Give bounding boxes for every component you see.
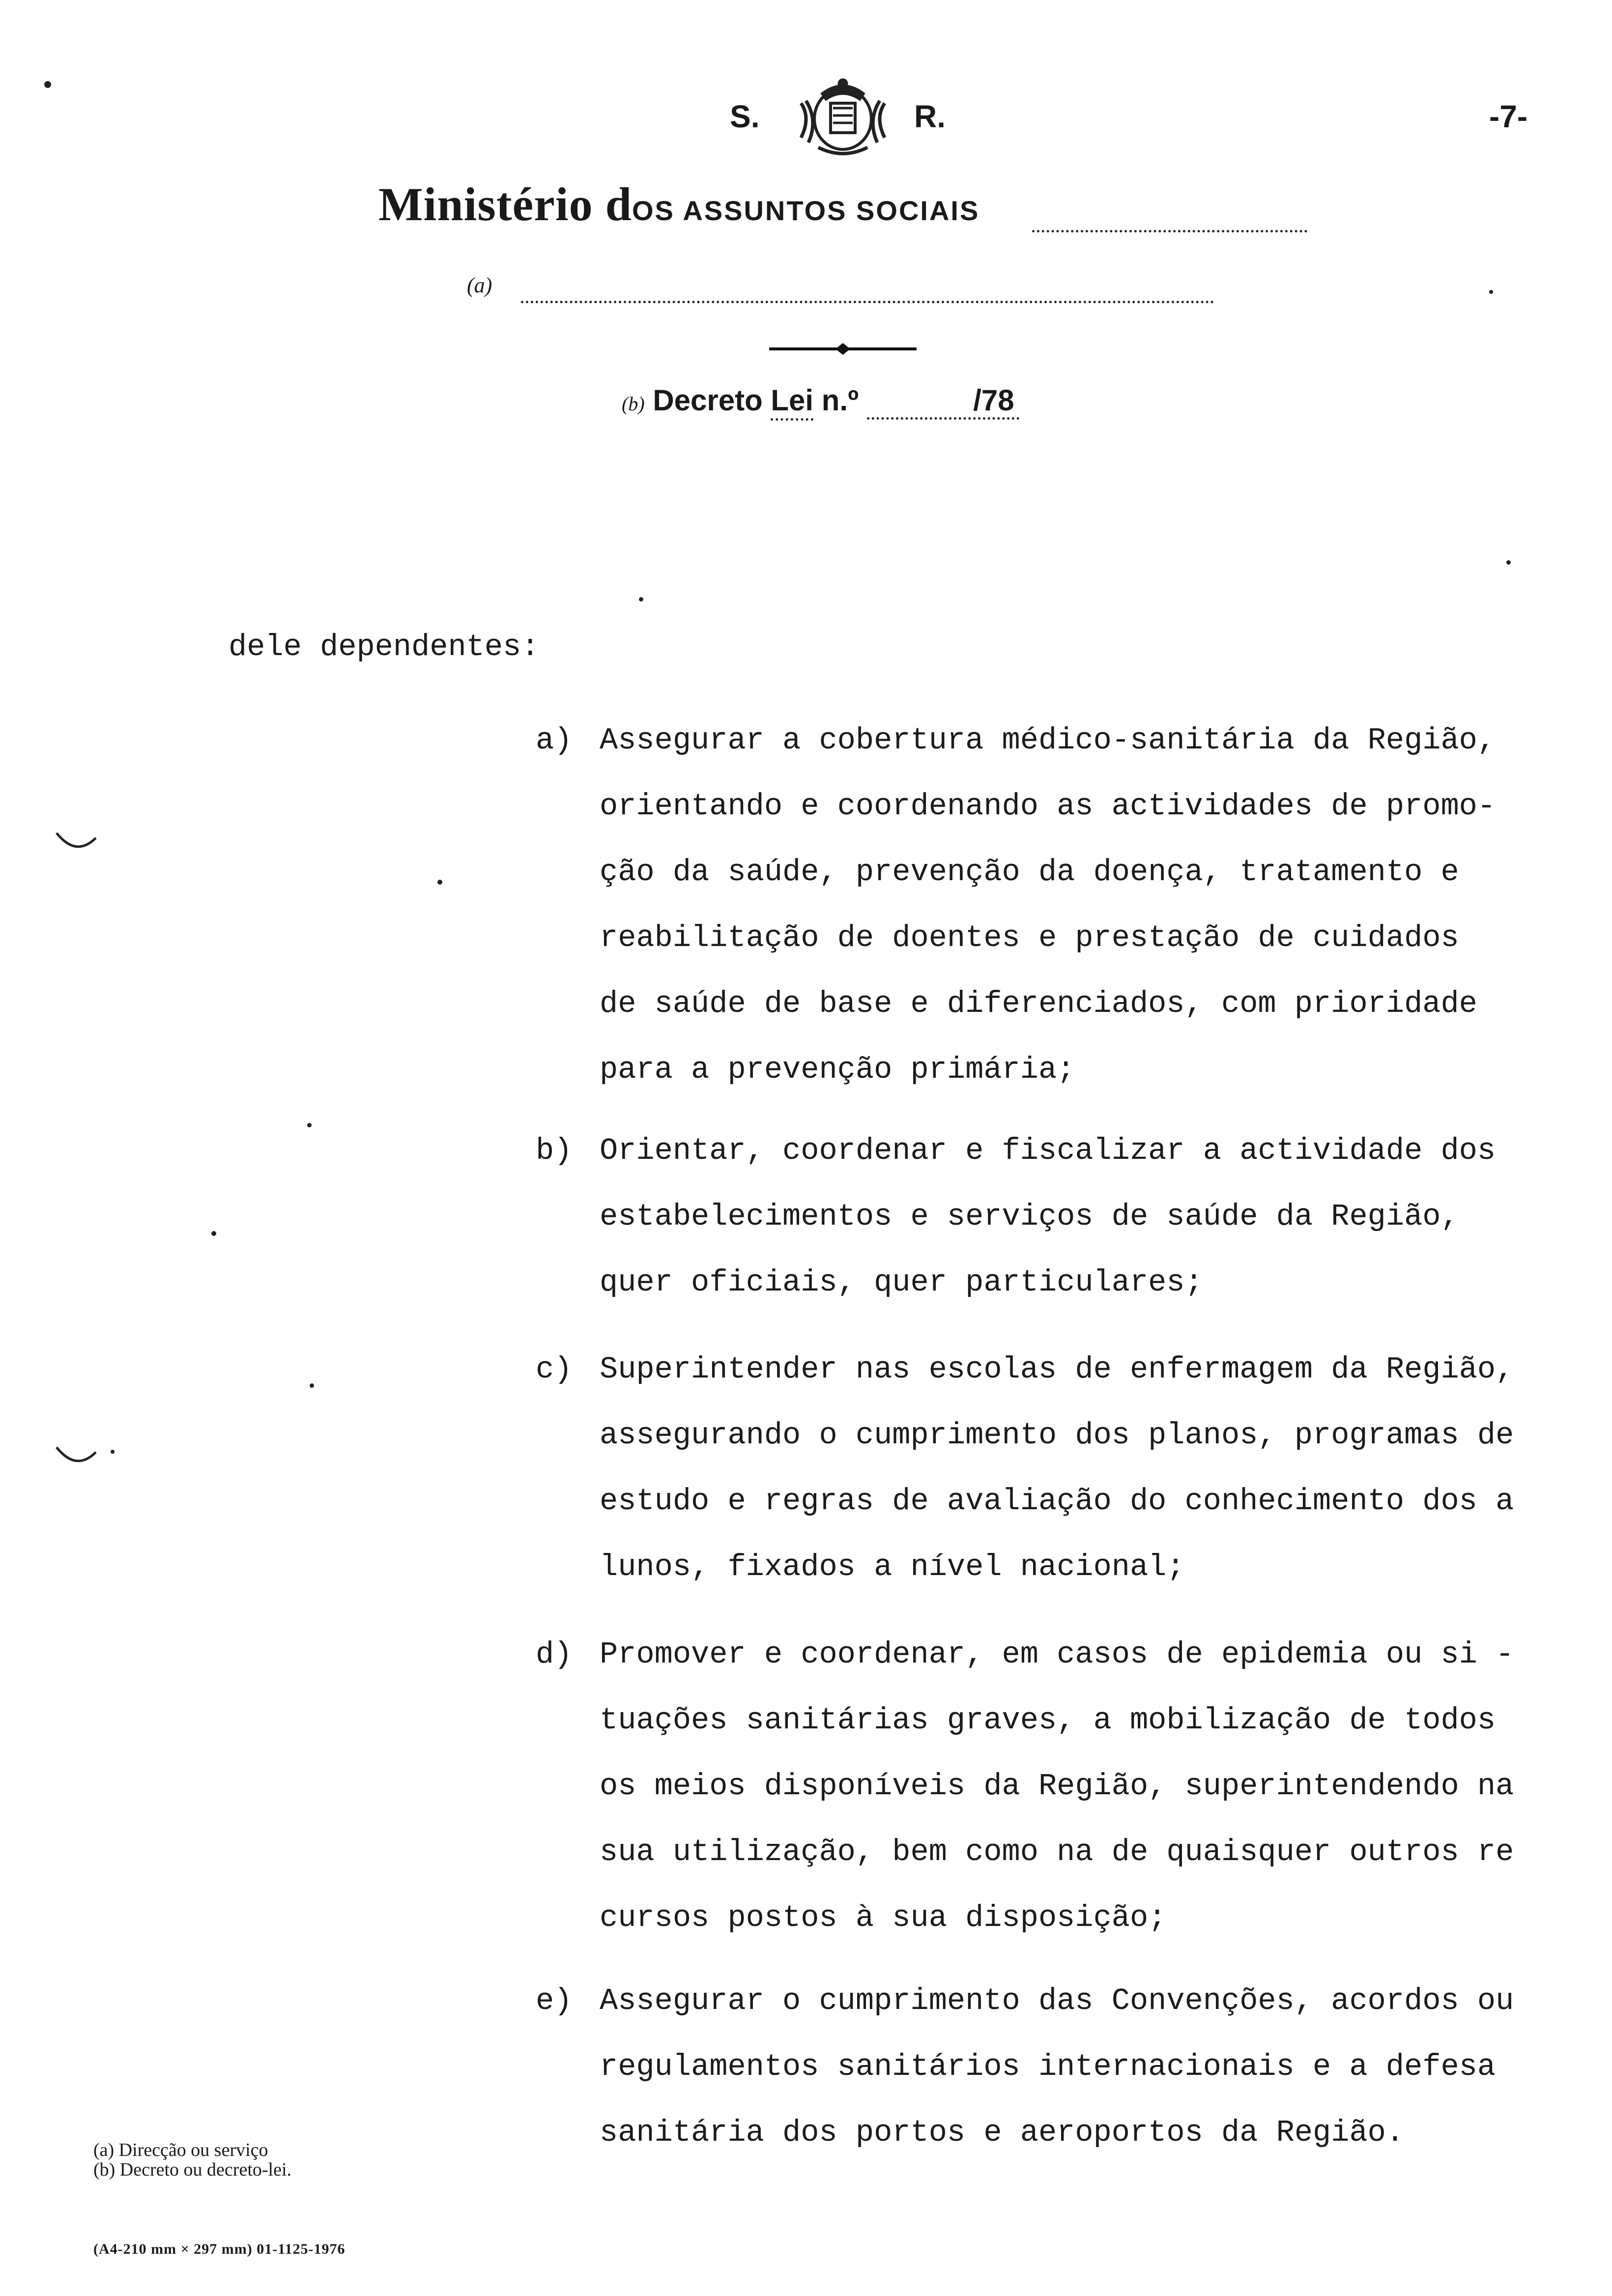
- scan-speck: [310, 1383, 314, 1388]
- text-line: Superintender nas escolas de enfermagem da Região,: [600, 1352, 1514, 1387]
- text-line: assegurando o cumprimento dos planos, programas de: [600, 1418, 1514, 1453]
- divider-ornament: [769, 339, 917, 359]
- scan-speck: [307, 1123, 312, 1127]
- decree-number: /78: [867, 383, 1019, 420]
- ministry-prefix: Ministério d: [378, 178, 632, 230]
- intro-text: dele dependentes:: [229, 630, 540, 664]
- list-item-content: [600, 1622, 1514, 1951]
- text-line: Assegurar o cumprimento das Convenções, acordos ou: [600, 1983, 1514, 2018]
- scan-speck: [211, 1231, 216, 1236]
- ministry-dotted-fill: [1032, 230, 1307, 232]
- text-line: reabilitação de doentes e prestação de cuidados: [600, 920, 1459, 955]
- scan-mark: [54, 831, 98, 855]
- list-item-letter: b): [536, 1133, 573, 1168]
- scan-speck: [1489, 290, 1493, 294]
- list-item-content: [600, 1118, 1496, 1316]
- text-line: sanitária dos portos e aeroportos da Região.: [600, 2115, 1405, 2150]
- text-line: Assegurar a cobertura médico-sanitária da Região,: [600, 723, 1496, 758]
- ministry-name: OS ASSUNTOS SOCIAIS: [632, 195, 980, 226]
- scan-speck: [1506, 560, 1511, 565]
- list-item-letter: a): [536, 723, 573, 758]
- letterhead-r: R.: [914, 99, 946, 134]
- scan-speck: [437, 880, 442, 885]
- decree-lei: Lei: [771, 386, 813, 421]
- direction-dotted-field: [521, 301, 1214, 303]
- decree-word: Decreto: [653, 384, 763, 417]
- text-line: Promover e coordenar, em casos de epidemia ou si -: [600, 1637, 1514, 1672]
- letterhead-s: S.: [730, 99, 760, 134]
- text-line: orientando e coordenando as actividades de promo-: [600, 789, 1496, 824]
- list-item-content: [600, 1968, 1514, 2166]
- ministry-line: [378, 177, 1312, 241]
- decree-no-label: n.º: [821, 384, 859, 417]
- list-item-letter: c): [536, 1352, 573, 1387]
- text-line: quer oficiais, quer particulares;: [600, 1265, 1203, 1300]
- text-line: cursos postos à sua disposição;: [600, 1900, 1167, 1935]
- list-item-content: [600, 1337, 1514, 1600]
- text-line: os meios disponíveis da Região, superintendendo na: [600, 1769, 1514, 1804]
- scan-speck: [44, 81, 51, 88]
- scan-speck: [639, 597, 643, 602]
- text-line: lunos, fixados a nível nacional;: [600, 1550, 1185, 1584]
- footnote-a: (a) Direcção ou serviço: [93, 2140, 268, 2160]
- direction-label: (a): [467, 273, 492, 297]
- text-line: sua utilização, bem como na de quaisquer outros re: [600, 1835, 1514, 1869]
- decree-ref-mark: (b): [622, 393, 645, 415]
- list-item-letter: e): [536, 1983, 573, 2018]
- text-line: Orientar, coordenar e fiscalizar a actividade dos: [600, 1133, 1496, 1168]
- scan-mark: [54, 1445, 98, 1469]
- text-line: estabelecimentos e serviços de saúde da Região,: [600, 1199, 1459, 1234]
- text-line: de saúde de base e diferenciados, com prioridade: [600, 986, 1477, 1021]
- footnote-b: (b) Decreto ou decreto-lei.: [93, 2159, 292, 2180]
- text-line: para a prevenção primária;: [600, 1052, 1075, 1087]
- text-line: tuações sanitárias graves, a mobilização de todos: [600, 1703, 1496, 1738]
- scan-speck: [111, 1450, 115, 1454]
- text-line: ção da saúde, prevenção da doença, tratamento e: [600, 855, 1459, 890]
- text-line: estudo e regras de avaliação do conhecimento dos a: [600, 1484, 1514, 1519]
- list-item-content: [600, 708, 1496, 1103]
- decree-line: [622, 383, 1019, 421]
- coat-of-arms-icon: [791, 74, 894, 160]
- list-item-letter: d): [536, 1637, 573, 1672]
- text-line: regulamentos sanitários internacionais e a defesa: [600, 2049, 1496, 2084]
- page-number: -7-: [1489, 99, 1528, 134]
- print-mark: (A4-210 mm × 297 mm) 01-1125-1976: [93, 2241, 345, 2257]
